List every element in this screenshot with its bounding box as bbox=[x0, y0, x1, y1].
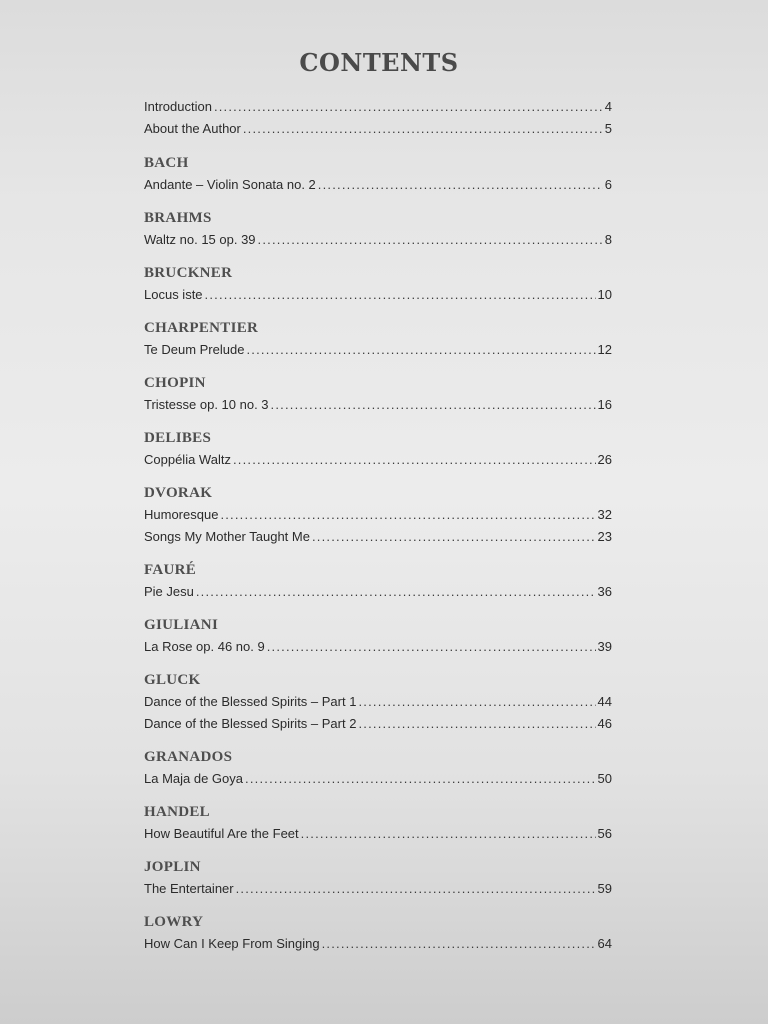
composer-heading: GIULIANI bbox=[144, 617, 219, 633]
page-title: CONTENTS bbox=[299, 48, 459, 77]
toc-entry[interactable] bbox=[144, 768, 612, 790]
entry-page-number: 39 bbox=[597, 639, 612, 654]
entry-page-number: 59 bbox=[597, 881, 612, 896]
dot-leader bbox=[258, 229, 603, 251]
toc-entry[interactable] bbox=[144, 691, 612, 713]
toc-entry[interactable] bbox=[144, 878, 612, 900]
section-lowry bbox=[144, 912, 612, 955]
composer-heading: GRANADOS bbox=[144, 749, 233, 765]
entry-title: La Maja de Goya bbox=[144, 771, 244, 786]
toc-entry[interactable] bbox=[144, 636, 612, 658]
dot-leader bbox=[271, 394, 596, 416]
toc-entry[interactable] bbox=[144, 229, 612, 251]
composer-heading: JOPLIN bbox=[144, 859, 201, 875]
entry-title: How Can I Keep From Singing bbox=[144, 936, 320, 951]
entry-page-number: 4 bbox=[604, 99, 612, 114]
entry-page-number: 56 bbox=[597, 826, 612, 841]
section-bach bbox=[144, 153, 612, 196]
entry-page-number: 8 bbox=[604, 232, 612, 247]
toc-entry[interactable] bbox=[144, 339, 612, 361]
dot-leader bbox=[322, 933, 596, 955]
entry-page-number: 32 bbox=[597, 507, 612, 522]
entry-page-number: 6 bbox=[604, 177, 612, 192]
section-faure bbox=[144, 560, 612, 603]
section-bruckner bbox=[144, 263, 612, 306]
dot-leader bbox=[358, 713, 595, 735]
entry-title: Te Deum Prelude bbox=[144, 342, 245, 357]
composer-heading: CHOPIN bbox=[144, 375, 206, 391]
dot-leader bbox=[358, 691, 595, 713]
entry-page-number: 16 bbox=[597, 397, 612, 412]
dot-leader bbox=[312, 526, 596, 548]
entry-page-number: 46 bbox=[597, 716, 612, 731]
composer-heading: BACH bbox=[144, 155, 189, 171]
toc-entry[interactable] bbox=[144, 449, 612, 471]
section-joplin bbox=[144, 857, 612, 900]
toc-entry[interactable] bbox=[144, 284, 612, 306]
toc-entry[interactable] bbox=[144, 174, 612, 196]
composer-heading: DVORAK bbox=[144, 485, 213, 501]
dot-leader bbox=[196, 581, 596, 603]
dot-leader bbox=[220, 504, 595, 526]
entry-title: About the Author bbox=[144, 121, 241, 136]
composer-heading: DELIBES bbox=[144, 430, 212, 446]
toc-entry[interactable] bbox=[144, 394, 612, 416]
dot-leader bbox=[246, 339, 595, 361]
composer-heading: HANDEL bbox=[144, 804, 210, 820]
entry-title: How Beautiful Are the Feet bbox=[144, 826, 299, 841]
entry-page-number: 44 bbox=[597, 694, 612, 709]
dot-leader bbox=[301, 823, 596, 845]
toc-entry[interactable] bbox=[144, 823, 612, 845]
section-delibes bbox=[144, 428, 612, 471]
entry-title: Locus iste bbox=[144, 287, 203, 302]
intro-section bbox=[144, 96, 612, 140]
dot-leader bbox=[233, 449, 596, 471]
toc-entry[interactable] bbox=[144, 581, 612, 603]
entry-page-number: 50 bbox=[597, 771, 612, 786]
entry-title: Dance of the Blessed Spirits – Part 1 bbox=[144, 694, 357, 709]
dot-leader bbox=[214, 96, 603, 118]
entry-page-number: 5 bbox=[604, 121, 612, 136]
entry-title: Waltz no. 15 op. 39 bbox=[144, 232, 256, 247]
section-gluck bbox=[144, 670, 612, 735]
entry-title: Andante – Violin Sonata no. 2 bbox=[144, 177, 316, 192]
composer-heading: CHARPENTIER bbox=[144, 320, 259, 336]
entry-title: Tristesse op. 10 no. 3 bbox=[144, 397, 269, 412]
dot-leader bbox=[236, 878, 596, 900]
dot-leader bbox=[205, 284, 596, 306]
dot-leader bbox=[245, 768, 596, 790]
section-granados bbox=[144, 747, 612, 790]
dot-leader bbox=[267, 636, 596, 658]
toc-entry[interactable] bbox=[144, 504, 612, 526]
entry-page-number: 10 bbox=[597, 287, 612, 302]
composer-heading: BRAHMS bbox=[144, 210, 212, 226]
table-of-contents bbox=[144, 96, 612, 967]
entry-page-number: 36 bbox=[597, 584, 612, 599]
entry-page-number: 64 bbox=[597, 936, 612, 951]
section-giuliani bbox=[144, 615, 612, 658]
entry-title: Humoresque bbox=[144, 507, 219, 522]
section-handel bbox=[144, 802, 612, 845]
entry-page-number: 23 bbox=[597, 529, 612, 544]
dot-leader bbox=[318, 174, 603, 196]
entry-title: Dance of the Blessed Spirits – Part 2 bbox=[144, 716, 357, 731]
entry-title: Coppélia Waltz bbox=[144, 452, 231, 467]
entry-title: The Entertainer bbox=[144, 881, 234, 896]
composer-heading: GLUCK bbox=[144, 672, 201, 688]
entry-title: La Rose op. 46 no. 9 bbox=[144, 639, 265, 654]
section-chopin bbox=[144, 373, 612, 416]
section-brahms bbox=[144, 208, 612, 251]
entry-page-number: 26 bbox=[597, 452, 612, 467]
composer-heading: LOWRY bbox=[144, 914, 204, 930]
entry-title: Songs My Mother Taught Me bbox=[144, 529, 310, 544]
section-dvorak bbox=[144, 483, 612, 548]
entry-page-number: 12 bbox=[597, 342, 612, 357]
entry-title: Introduction bbox=[144, 99, 212, 114]
toc-entry-about-the-author[interactable] bbox=[144, 118, 612, 140]
toc-entry[interactable] bbox=[144, 933, 612, 955]
entry-title: Pie Jesu bbox=[144, 584, 194, 599]
toc-entry[interactable] bbox=[144, 526, 612, 548]
section-charpentier bbox=[144, 318, 612, 361]
composer-heading: FAURÉ bbox=[144, 562, 197, 578]
toc-entry[interactable] bbox=[144, 713, 612, 735]
toc-entry-introduction[interactable] bbox=[144, 96, 612, 118]
composer-heading: BRUCKNER bbox=[144, 265, 233, 281]
dot-leader bbox=[243, 118, 603, 140]
